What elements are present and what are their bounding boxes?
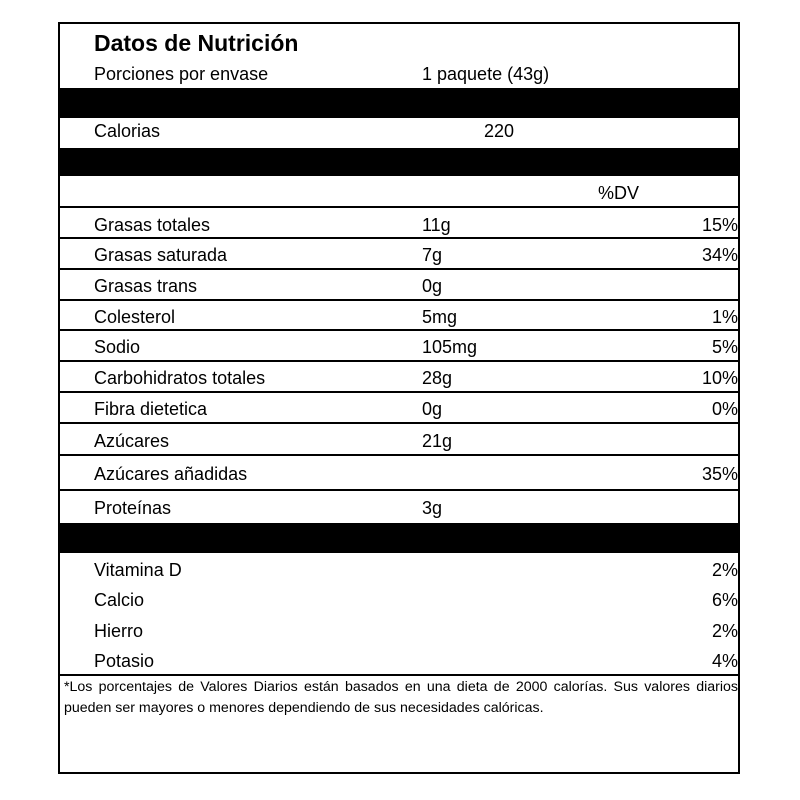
nutrient-name: Azúcares añadidas [94,464,248,484]
nutrient-row-grasas-totales [60,210,738,240]
nutrient-row-fibra [60,394,738,424]
divider [60,206,738,208]
vitamin-dv: 2% [711,621,738,641]
nutrient-row-grasas-saturada [60,240,738,270]
nutrient-dv: 1% [711,307,738,327]
divider [60,391,738,393]
vitamin-name: Calcio [94,590,145,610]
thick-divider-vitamins [60,523,738,553]
nutrient-name: Grasas saturada [94,245,228,265]
divider [60,299,738,301]
calories-label: Calorias [94,121,161,141]
nutrient-name: Fibra dietetica [94,399,208,419]
label-title: Datos de Nutrición [94,30,299,56]
nutrition-label [58,22,740,774]
calories-value: 220 [484,121,515,141]
nutrient-amount: 21g [422,431,453,451]
vitamin-dv: 6% [711,590,738,610]
divider [60,454,738,456]
nutrient-dv: 15% [701,215,738,235]
nutrient-amount: 105mg [422,337,478,357]
nutrient-row-carbohidratos [60,363,738,393]
vitamin-name: Vitamina D [94,560,182,580]
divider [60,360,738,362]
nutrient-dv: 35% [701,464,738,484]
nutrient-name: Proteínas [94,498,172,518]
nutrient-amount: 11g [422,215,451,235]
nutrient-amount: 0g [422,276,443,296]
nutrient-row-azucares [60,426,738,456]
nutrient-dv: 34% [701,245,738,265]
nutrient-dv: 5% [711,337,738,357]
divider [60,268,738,270]
vitamin-dv: 4% [711,651,738,671]
thick-divider-top [60,88,738,118]
nutrient-amount: 0g [422,399,443,419]
divider [60,237,738,239]
nutrient-name: Grasas trans [94,276,198,296]
nutrient-name: Carbohidratos totales [94,368,266,388]
nutrient-name: Grasas totales [94,215,211,235]
nutrient-name: Colesterol [94,307,176,327]
nutrient-name: Sodio [94,337,141,357]
divider [60,489,738,491]
nutrient-row-sodio [60,332,738,362]
nutrient-row-proteinas [60,493,738,523]
dv-header: %DV [598,183,640,203]
nutrient-dv: 10% [701,368,738,388]
vitamin-name: Potasio [94,651,155,671]
nutrient-amount: 7g [422,245,443,265]
servings-value: 1 paquete (43g) [422,64,550,84]
nutrient-row-azucares-anadidas [60,459,738,489]
nutrient-row-colesterol [60,302,738,332]
divider [60,674,738,676]
nutrient-dv: 0% [711,399,738,419]
nutrient-amount: 5mg [422,307,458,327]
nutrient-amount: 28g [422,368,453,388]
servings-label: Porciones por envase [94,64,269,84]
vitamin-dv: 2% [711,560,738,580]
nutrient-name: Azúcares [94,431,170,451]
thick-divider-calories [60,148,738,176]
divider [60,422,738,424]
vitamin-name: Hierro [94,621,144,641]
nutrient-row-grasas-trans [60,271,738,301]
nutrient-amount: 3g [422,498,443,518]
footnote: *Los porcentajes de Valores Diarios están basados en una dieta de 2000 calorías. Sus valores diarios pueden ser mayores o menores dependiendo de sus necesidades calóricas. [64,679,738,716]
divider [60,329,738,331]
